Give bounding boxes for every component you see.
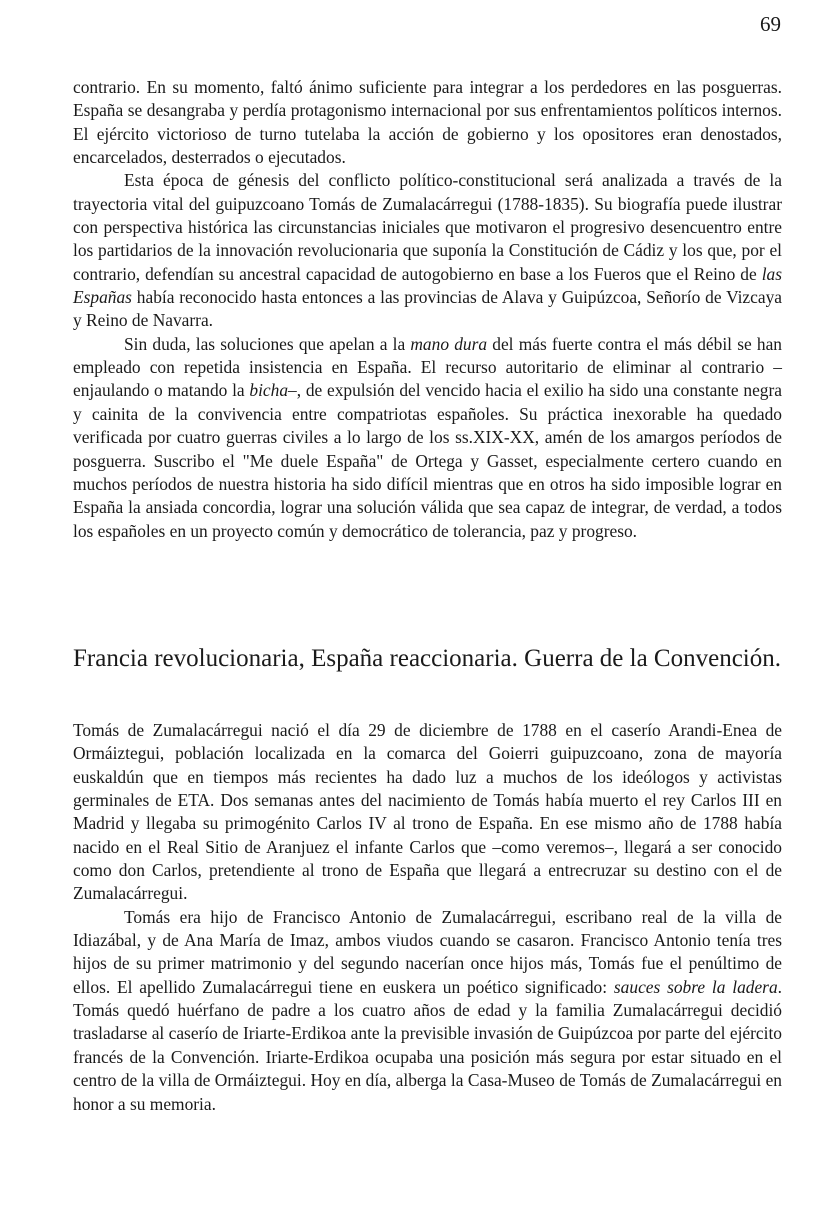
paragraph: Tomás de Zumalacárregui nació el día 29 de diciembre de 1788 en el caserío Arandi-Enea de Ormáiztegui, población localizada en la comarca del Goierri guipuzcoano, zona de mayoría euskaldún que en tiempos más recientes ha dado luz a muchos de los ideólogos y activistas germinales de ETA. Dos semanas antes del nacimiento de Tomás había muerto el rey Carlos III en Madrid y llegaba su primogénito Carlos IV al trono de España. En ese mismo año de 1788 había nacido en el Real Sitio de Aranjuez el infante Carlos que –como veremos–, llegará a ser conocido como don Carlos, pretendiente al trono de España que llegará a entrecruzar su destino con el de Zumalacárregui. xyxy=(73,720,782,904)
emphasis: bicha xyxy=(249,380,289,401)
paragraph: Esta época de génesis del conflicto político-constitucional será analizada a través de la trayectoria vital del guipuzcoano Tomás de Zumalacárregui (1788-1835). Su biografía puede ilustrar con perspectiva histórica las circunstancias iniciales que motivaron el progresivo desencuentro entre los partidarios de la innovación revolucionaria que suponía la Constitución de Cádiz y los que, por el contrario, defendían su ancestral capacidad de autogobierno en base a los Fueros que el Reino de las Españas había reconocido hasta entonces a las provincias de Alava y Guipúzcoa, Señorío de Vizcaya y Reino de Navarra. xyxy=(73,170,782,331)
paragraph: contrario. En su momento, faltó ánimo suficiente para integrar a los perdedores en las posguerras. España se desangraba y perdía protagonismo internacional por sus enfrentamientos políticos internos. El ejército victorioso de turno tutelaba la acción de gobierno y los opositores eran denostados, encarcelados, desterrados o ejecutados. xyxy=(73,77,782,168)
section-heading: Francia revolucionaria, España reaccionaria. Guerra de la Convención. xyxy=(73,645,781,672)
emphasis: sauces sobre la ladera xyxy=(613,976,778,997)
paragraph: Tomás era hijo de Francisco Antonio de Zumalacárregui, escribano real de la villa de Idiazábal, y de Ana María de Imaz, ambos viudos cuando se casaron. Francisco Antonio tenía tres hijos de su primer matrimonio y del segundo nacerían once hijos más, Tomás fue el penúltimo de ellos. El apellido Zumalacárregui tiene en euskera un poético significado: sauces sobre la ladera. Tomás quedó huérfano de padre a los cuatro años de edad y la familia Zumalacárregui decidió trasladarse al caserío de Iriarte-Erdikoa ante la previsible invasión de Guipúzcoa por parte del ejército francés de la Convención. Iriarte-Erdikoa ocupaba una posición más segura por estar situado en el centro de la villa de Ormáiztegui. Hoy en día, alberga la Casa-Museo de Tomás de Zumalacárregui en honor a su memoria. xyxy=(73,906,783,1114)
emphasis: las Españas xyxy=(73,263,782,308)
section-text xyxy=(73,719,782,1116)
page-number: 69 xyxy=(760,12,781,36)
intro-text xyxy=(73,76,782,543)
paragraph: Sin duda, las soluciones que apelan a la mano dura del más fuerte contra el más débil se han empleado con repetida insistencia en España. El recurso autoritario de eliminar al contrario –enjaulando o matando la bicha–, de expulsión del vencido hacia el exilio ha sido una constante negra y cainita de la convivencia entre compatriotas españoles. Su práctica inexorable ha quedado verificada por cuatro guerras civiles a lo largo de los ss.XIX-XX, amén de los amargos períodos de posguerra. Suscribo el "Me duele España" de Ortega y Gasset, especialmente certero cuando en muchos períodos de nuestra historia ha sido difícil mientras que en otros ha sido imposible lograr en España la ansiada concordia, lograr una solución válida que sea capaz de integrar, de verdad, a todos los españoles en un proyecto común y democrático de tolerancia, paz y progreso. xyxy=(73,333,782,541)
emphasis: mano dura xyxy=(410,333,488,354)
